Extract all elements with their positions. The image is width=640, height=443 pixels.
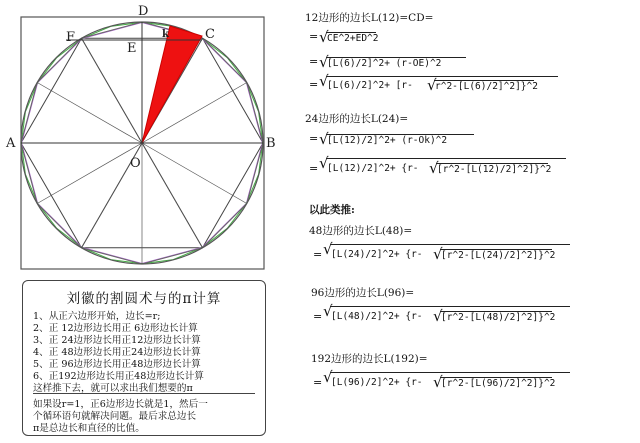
step-line-5: 5、正 96边形边长用正48边形边长计算 bbox=[33, 359, 201, 370]
summary-line: 这样推下去，就可以求出我们想要的π bbox=[33, 383, 193, 394]
formula-l192b: [r^2-[L(96)/2]^2]}^2 bbox=[441, 378, 556, 389]
label-A: A bbox=[6, 136, 16, 151]
formula-l96b: [r^2-[L(48)/2]^2]}^2 bbox=[441, 312, 556, 323]
note-line-2: 个循环语句就解决问题。最后求总边长 bbox=[33, 411, 197, 422]
label-C: C bbox=[205, 27, 215, 42]
equals-sign: = bbox=[309, 132, 319, 145]
label-E: E bbox=[127, 41, 137, 56]
formula-l192a: [L(96)/2]^2+ {r- bbox=[331, 377, 423, 388]
formula-l48a: [L(24)/2]^2+ {r- bbox=[331, 249, 423, 260]
step-line-4: 4、正 48边形边长用正24边形边长计算 bbox=[33, 347, 201, 358]
similar-text: 以此类推: bbox=[309, 204, 355, 216]
formula-panel: 12边形的边长L(12)=CD= = √ CE^2+ED^2 = √ [L(6)/2]^2+ (r-OE)^2 = √ [L(6)/2]^2+ [r- √ r^2-[L(6)/2]^2]}^2 24边形的边长L(24)= = √ [L(12)/2]^2+ (r-Ok)^2 = √ [L(12)/2]^2+ {r- √ [r^2-[L(12)/2]^2]}^2 以此类推: 48边形的边长L(48)= = √ [L(24)/2]^2+ {r- √ [r^2-[L(24)/2]^2]}^2 96边形的边长L(96)= = √ [L(48)/2]^2+ {r- √ [r^2-[L(48)/2]^2]}^2 192边形的边长L(192)= = √ [L(96)/2]^2+ {r- √ [r^2-[L(96)/2]^2]}^2 bbox=[0, 0, 640, 443]
heading-l24: 24边形的边长L(24)= bbox=[305, 113, 409, 125]
equals-sign: = bbox=[313, 376, 323, 389]
equals-sign: = bbox=[309, 162, 319, 175]
equals-sign: = bbox=[309, 30, 319, 43]
formula-l24-1: [L(12)/2]^2+ (r-Ok)^2 bbox=[327, 135, 448, 146]
note-line-3: π是总边长和直径的比值。 bbox=[33, 423, 145, 434]
formula-l24-2a: [L(12)/2]^2+ {r- bbox=[327, 163, 419, 174]
equals-sign: = bbox=[313, 310, 323, 323]
heading-l12: 12边形的边长L(12)=CD= bbox=[305, 12, 434, 24]
label-O: O bbox=[130, 156, 141, 171]
formula-l48b: [r^2-[L(24)/2]^2]}^2 bbox=[441, 250, 556, 261]
formula-l12-3b: r^2-[L(6)/2]^2]}^2 bbox=[435, 81, 538, 92]
formula-l96a: [L(48)/2]^2+ {r- bbox=[331, 311, 423, 322]
formula-l24-2b: [r^2-[L(12)/2]^2]}^2 bbox=[437, 164, 552, 175]
divider bbox=[33, 393, 255, 394]
equals-sign: = bbox=[309, 55, 319, 68]
step-line-1: 1、从正六边形开始，边长=r; bbox=[33, 311, 161, 322]
note-line-1: 如果设r=1，正6边形边长就是1，然后一 bbox=[33, 399, 208, 410]
label-F: F bbox=[66, 30, 76, 45]
equals-sign: = bbox=[313, 248, 323, 261]
box-title: 刘徽的割圆术与的π计算 bbox=[66, 291, 222, 307]
label-k: k bbox=[162, 29, 169, 40]
equals-sign: = bbox=[309, 78, 319, 91]
step-line-6: 6、正192边形边长用正48边形边长计算 bbox=[33, 371, 204, 382]
explanation-box bbox=[22, 280, 266, 436]
step-line-2: 2、正 12边形边长用正 6边形边长计算 bbox=[33, 323, 198, 334]
step-line-3: 3、正 24边形边长用正12边形边长计算 bbox=[33, 335, 201, 346]
heading-l48: 48边形的边长L(48)= bbox=[309, 225, 413, 237]
heading-l192: 192边形的边长L(192)= bbox=[311, 353, 428, 365]
formula-l12-2: [L(6)/2]^2+ (r-OE)^2 bbox=[327, 58, 442, 69]
heading-l96: 96边形的边长L(96)= bbox=[311, 287, 415, 299]
formula-l12-3a: [L(6)/2]^2+ [r- bbox=[327, 80, 413, 91]
label-D: D bbox=[138, 4, 149, 19]
formula-l12-1: CE^2+ED^2 bbox=[327, 33, 379, 44]
label-B: B bbox=[266, 136, 276, 151]
